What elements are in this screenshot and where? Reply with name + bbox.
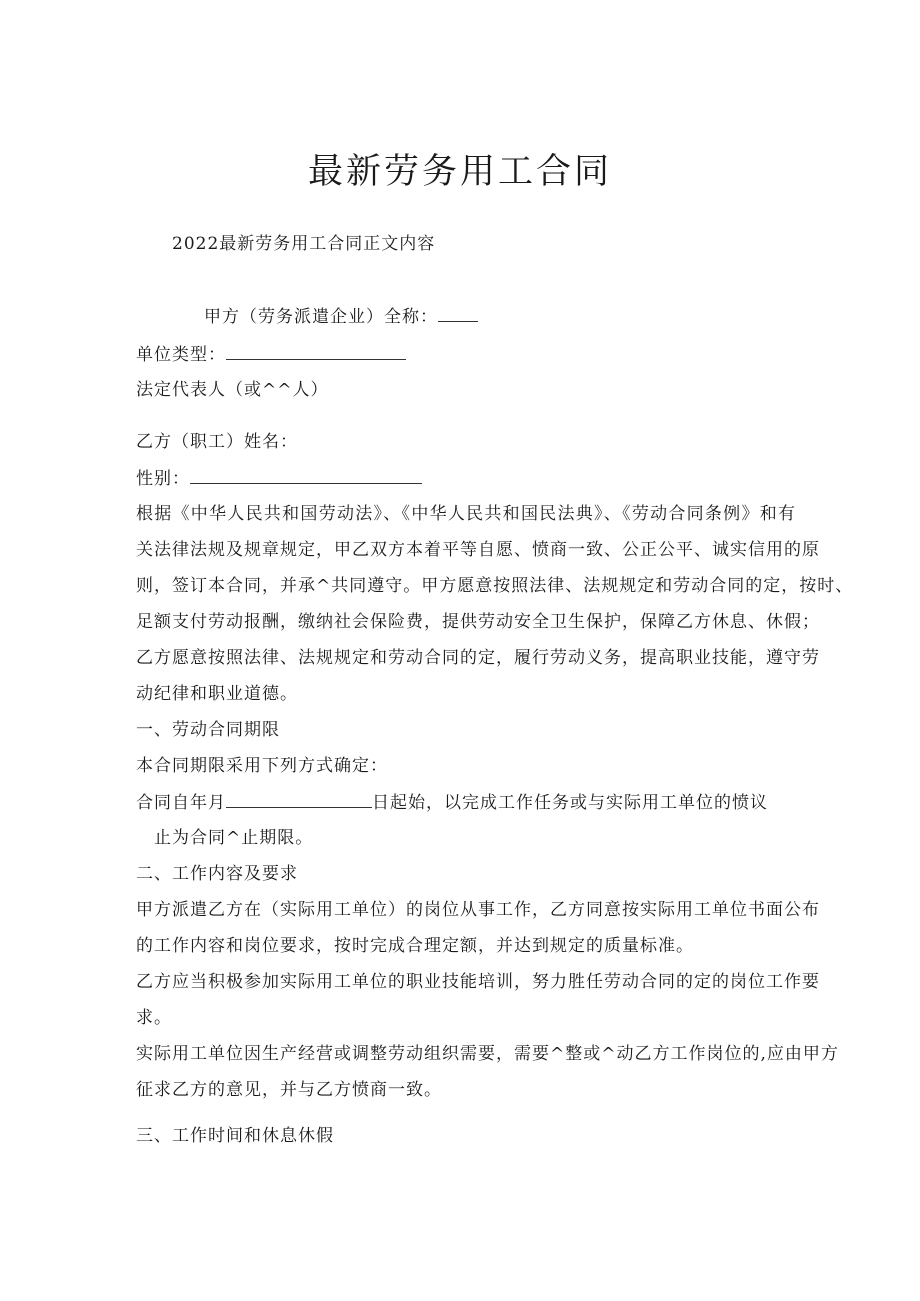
- party-b-gender-label: 性别：: [136, 469, 190, 489]
- party-a-name-blank: [438, 304, 478, 322]
- party-a-type-blank: [226, 342, 406, 360]
- document-title: 最新劳务用工合同: [307, 152, 612, 192]
- section2-line: 求。: [136, 1008, 172, 1028]
- preamble-line: 关法律法规及规章规定，甲乙双方本着平等自愿、愤商一致、公正公平、诚实信用的原: [136, 540, 820, 560]
- section3-heading: 三、工作时间和休息休假: [136, 1126, 334, 1146]
- party-b-gender-blank: [190, 466, 422, 484]
- preamble-line: 则，签订本合同，并承^共同遵守。甲方愿意按照法律、法规规定和劳动合同的定，按时、: [136, 576, 854, 596]
- party-a-name-label: 甲方（劳务派遣企业）全称：: [204, 307, 438, 327]
- section2-line: 乙方应当积极参加实际用工单位的职业技能培训，努力胜任劳动合同的定的岗位工作要: [136, 972, 820, 992]
- preamble-line: 足额支付劳动报酬，缴纳社会保险费，提供劳动安全卫生保护，保障乙方休息、休假；: [136, 612, 820, 632]
- preamble-line: 根据《中华人民共和国劳动法》、《中华人民共和国民法典》、《劳动合同条例》和有: [136, 504, 796, 524]
- term-after-label: 日起始，以完成工作任务或与实际用工单位的愤议: [372, 793, 768, 813]
- party-b-name-line: 乙方（职工）姓名：: [136, 432, 298, 452]
- preamble-line: 乙方愿意按照法律、法规规定和劳动合同的定，履行劳动义务，提高职业技能，遵守劳: [136, 648, 820, 668]
- party-b-gender-line: [136, 466, 796, 491]
- subtitle: 2022最新劳务用工合同正文内容: [172, 234, 436, 254]
- party-a-name-line: [204, 304, 864, 329]
- term-date-blank: [226, 790, 372, 808]
- section1-term-line: [136, 790, 796, 815]
- section1-heading: 一、劳动合同期限: [136, 720, 280, 740]
- party-a-rep-line: 法定代表人（或^^人）: [136, 380, 329, 400]
- section2-line: 征求乙方的意见，并与乙方愤商一致。: [136, 1080, 442, 1100]
- term-before-label: 合同自年月: [136, 793, 226, 813]
- section2-line: 甲方派遣乙方在（实际用工单位）的岗位从事工作，乙方同意按实际用工单位书面公布: [136, 900, 820, 920]
- section2-line: 的工作内容和岗位要求，按时完成合理定额，并达到规定的质量标准。: [136, 936, 694, 956]
- section1-line: 本合同期限采用下列方式确定：: [136, 756, 388, 776]
- preamble-line: 动纪律和职业道德。: [136, 684, 298, 704]
- party-a-type-label: 单位类型：: [136, 345, 226, 365]
- party-a-type-line: [136, 342, 796, 367]
- section2-line: 实际用工单位因生产经营或调整劳动组织需要，需要^整或^动乙方工作岗位的,应由甲方: [136, 1044, 839, 1064]
- section2-heading: 二、工作内容及要求: [136, 864, 298, 884]
- section1-line: 止为合同^止期限。: [154, 828, 314, 848]
